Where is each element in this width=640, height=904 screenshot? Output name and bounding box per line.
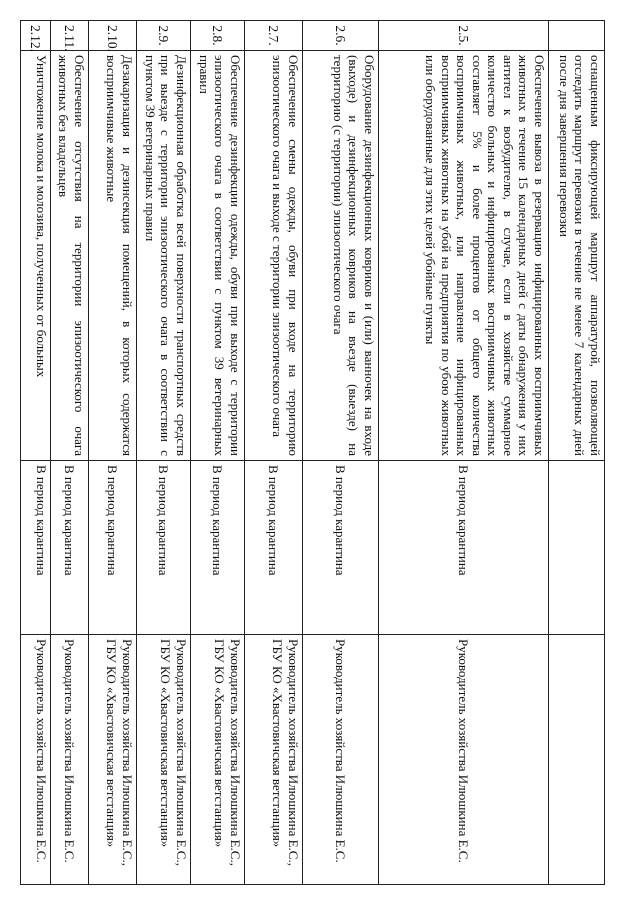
- row-responsible: Руководитель хозяйства Илюшкина Е.С., ГБУ КО «Хвастовичская ветстанция»: [137, 635, 191, 885]
- row-action: Дезинфекционная обработка всей поверхности транспортных средств при выезде с территории эпизоотического очага в соответствии с пунктом 39 ветеринарных правил: [137, 51, 191, 461]
- row-period: В период карантина: [245, 461, 303, 635]
- row-number: 2.12.: [21, 21, 51, 51]
- row-number: 2.9.: [137, 21, 191, 51]
- row-number: 2.10.: [89, 21, 137, 51]
- row-number: 2.5.: [379, 21, 549, 51]
- row-action: Обеспечение вывоза в резервацию инфицированных восприимчивых животных в течение 15 календарных дней с даты обнаружения у них антител к возбудителю, в случае, если в хозяйстве суммарное количество больных и инфицированных восприимчивых животных составляет 5% и более процентов от общего количества восприимчивых животных, или направление инфицированных восприимчивых животных на убой на предприятия по убою животных или оборудованные для этих целей убойные пункты: [379, 51, 549, 461]
- table-row: [245, 21, 303, 885]
- row-number: 2.7.: [245, 21, 303, 51]
- table-row: [549, 21, 605, 885]
- table-row: [51, 21, 89, 885]
- table-row: [379, 21, 549, 885]
- row-responsible: Руководитель хозяйства Илюшкина Е.С., ГБУ КО «Хвастовичская ветстанция»: [89, 635, 137, 885]
- row-action: Обеспечение дезинфекции одежды, обуви при выходе с территории эпизоотического очага в соответствии с пунктом 39 ветеринарных правил: [191, 51, 245, 461]
- row-number: 2.8.: [191, 21, 245, 51]
- row-responsible: [549, 635, 605, 885]
- row-number: 2.11.: [51, 21, 89, 51]
- row-number: [549, 21, 605, 51]
- row-action: Обеспечение смены одежды, обуви при входе на территорию эпизоотического очага и выходе с территории эпизоотического очага: [245, 51, 303, 461]
- row-period: В период карантина: [51, 461, 89, 635]
- row-action: Уничтожение молока и молозива, полученных от больных: [21, 51, 51, 461]
- row-responsible: Руководитель хозяйства Илюшкина Е.С., ГБУ КО «Хвастовичская ветстанция»: [191, 635, 245, 885]
- row-period: В период карантина: [137, 461, 191, 635]
- table-row: [21, 21, 51, 885]
- row-number: 2.6.: [303, 21, 379, 51]
- row-responsible: Руководитель хозяйства Илюшкина Е.С., ГБУ КО «Хвастовичская ветстанция»: [245, 635, 303, 885]
- row-action: Оборудование дезинфекционных ковриков и (или) ванночек на входе (выходе) и дезинфекционных ковриков на въезде (выезде) на территорию (с территории) эпизоотического очага: [303, 51, 379, 461]
- row-responsible: Руководитель хозяйства Илюшкина Е.С.: [303, 635, 379, 885]
- row-period: [549, 461, 605, 635]
- row-period: В период карантина: [21, 461, 51, 635]
- row-action: оснащенным фиксирующей маршрут аппаратурой, позволяющей отследить маршрут перевозки в течение не менее 7 календарных дней после дня завершения перевозки: [549, 51, 605, 461]
- row-period: В период карантина: [379, 461, 549, 635]
- table-row: [137, 21, 191, 885]
- row-responsible: Руководитель хозяйства Илюшкина Е.С.: [379, 635, 549, 885]
- row-responsible: Руководитель хозяйства Илюшкина Е.С.: [21, 635, 51, 885]
- row-responsible: Руководитель хозяйства Илюшкина Е.С.: [51, 635, 89, 885]
- table-row: [303, 21, 379, 885]
- row-period: В период карантина: [303, 461, 379, 635]
- quarantine-measures-table: [20, 20, 605, 885]
- table-row: [89, 21, 137, 885]
- row-action: Обеспечение отсутствия на территории эпизоотического очага животных без владельцев: [51, 51, 89, 461]
- table-row: [191, 21, 245, 885]
- row-period: В период карантина: [89, 461, 137, 635]
- row-period: В период карантина: [191, 461, 245, 635]
- row-action: Дезакаризация и дезинсекция помещений, в которых содержатся восприимчивые животные: [89, 51, 137, 461]
